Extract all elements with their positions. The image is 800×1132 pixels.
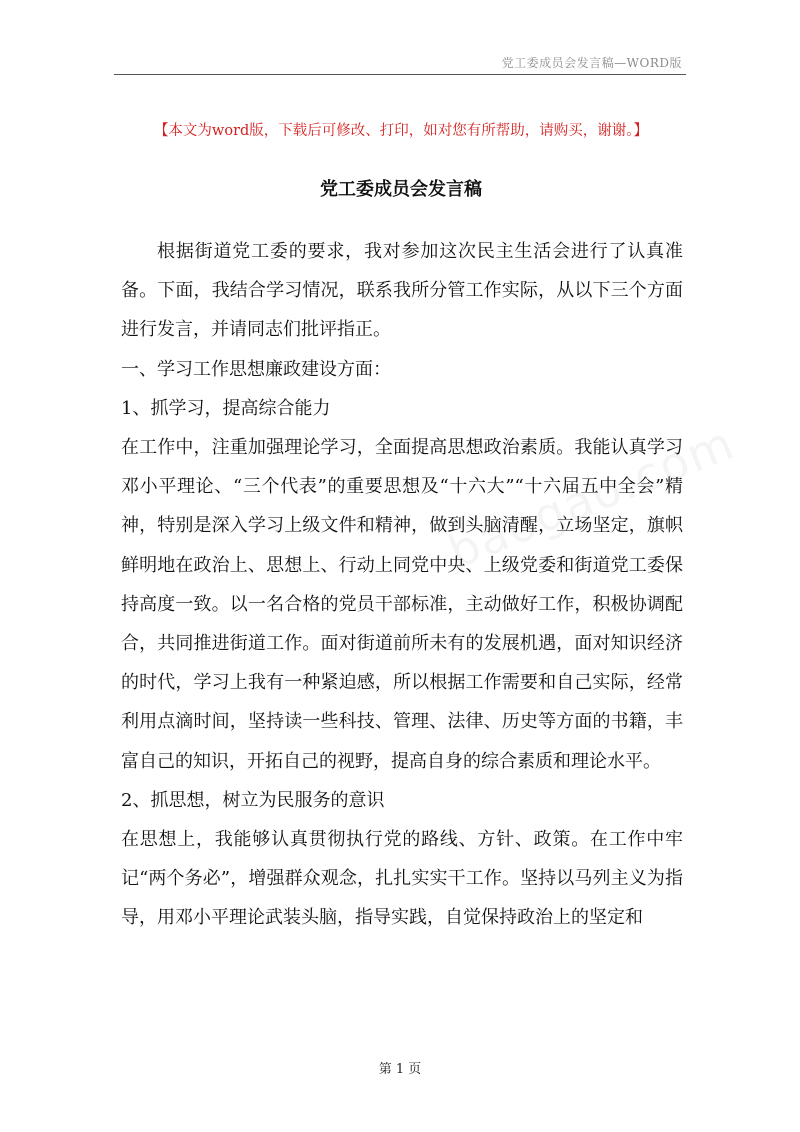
paragraph-intro: 根据街道党工委的要求，我对参加这次民主生活会进行了认真准备。下面，我结合学习情况，联系我所分管工作实际，从以下三个方面进行发言，并请同志们批评指正。 xyxy=(121,241,683,341)
document-title: 党工委成员会发言稿 xyxy=(320,179,482,200)
section-heading: 一、学习工作思想廉政建设方面： xyxy=(121,358,391,380)
subheading-2: 2、抓思想，树立为民服务的意识 xyxy=(121,789,385,811)
document-body xyxy=(121,232,683,938)
paragraph-thought: 在思想上，我能够认真贯彻执行党的路线、方针、政策。在工作中牢记“两个务必”，增强群众观念，扎扎实实干工作。坚持以马列主义为指导，用邓小平理论武装头脑，指导实践，自觉保持政治上的坚定和 xyxy=(121,829,683,929)
page-number: 第 1 页 xyxy=(378,1062,422,1077)
purchase-notice: 【本文为word版，下载后可修改、打印，如对您有所帮助，请购买，谢谢。】 xyxy=(153,123,649,139)
running-header: 党工委成员会发言稿—WORD版 xyxy=(501,56,682,70)
paragraph-study: 在工作中，注重加强理论学习，全面提高思想政治素质。我能认真学习邓小平理论、“三个代表”的重要思想及“十六大”“十六届五中全会”精神，特别是深入学习上级文件和精神，做到头脑清醒，立场坚定，旗帜鲜明地在政治上、思想上、行动上同党中央、上级党委和街道党工委保持高度一致。以一名合格的党员干部标准，主动做好工作，积极协调配合，共同推进街道工作。面对街道前所未有的发展机遇，面对知识经济的时代，学习上我有一种紧迫感，所以根据工作需要和自己实际，经常利用点滴时间，坚持读一些科技、管理、法律、历史等方面的书籍，丰富自己的知识，开拓自己的视野，提高自身的综合素质和理论水平。 xyxy=(121,437,683,772)
header-rule xyxy=(114,74,686,75)
subheading-1: 1、抓学习，提高综合能力 xyxy=(121,397,331,419)
